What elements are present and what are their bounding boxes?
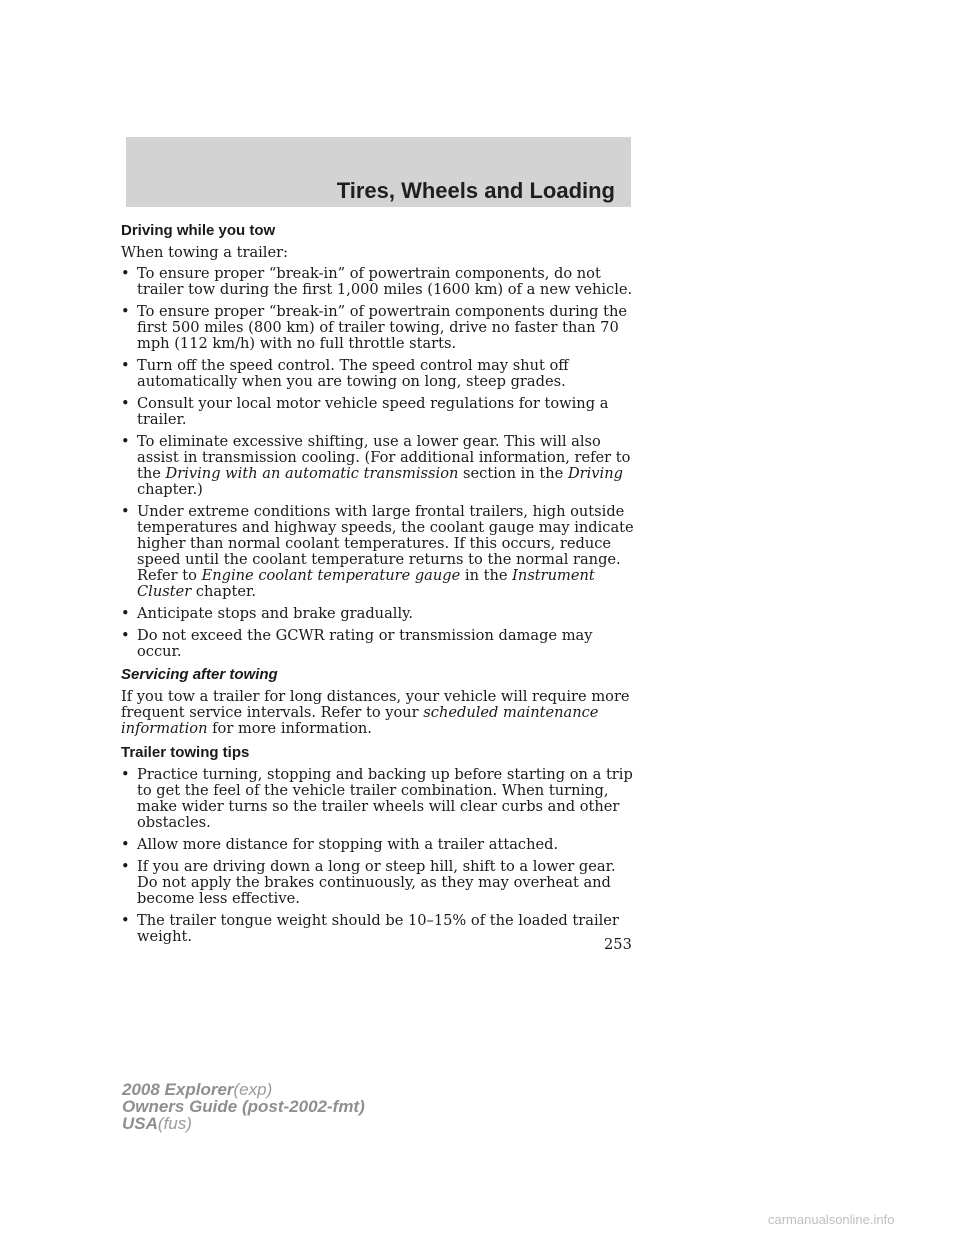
list-item-text: section in the [458,465,568,482]
list-item: • Consult your local motor vehicle speed regulations for towing a trailer. [121,396,636,428]
intro-text: When towing a trailer: [121,244,289,261]
heading-trailer-towing-tips: Trailer towing tips [121,744,250,761]
heading-servicing-after-towing: Servicing after towing [121,666,278,683]
list-item: • Turn off the speed control. The speed control may shut off automatically when you are towing on long, steep grades. [121,358,636,390]
chapter-title: Tires, Wheels and Loading [336,178,615,203]
chapter-header-band [126,137,631,207]
document-footer [122,1081,365,1132]
list-item: • Do not exceed the GCWR rating or transmission damage may occur. [121,628,636,660]
list-item-text: in the [460,567,513,584]
footer-guide: Owners Guide (post-2002-fmt) [122,1097,365,1116]
paragraph-text: If you tow a trailer for long distances, your vehicle will require more frequent service intervals. Refer to your [121,688,630,721]
list-item: • If you are driving down a long or steep hill, shift to a lower gear. Do not apply the brakes continuously, as they may overheat and become less effective. [121,859,636,907]
list-item [121,504,636,600]
cross-reference: scheduled maintenance information [121,704,599,737]
page-content [121,222,636,951]
page-number: 253 [604,936,632,953]
list-item: • To ensure proper “break-in” of powertrain components, do not trailer tow during the first 1,000 miles (1600 km) of a new vehicle. [121,266,636,298]
list-item-text: Under extreme conditions with large frontal trailers, high outside temperatures and highway speeds, the coolant gauge may indicate higher than normal coolant temperatures. If this occurs, reduce speed until the coolant temperature returns to the normal range. Refer to [137,503,634,584]
watermark: carmanualsonline.info [768,1212,895,1227]
cross-reference: Instrument Cluster [137,567,595,600]
cross-reference: Driving [567,465,623,482]
list-item [121,434,636,498]
tips-bullet-list [121,767,636,945]
list-item: • Practice turning, stopping and backing up before starting on a trip to get the feel of the vehicle trailer combination. When turning, make wider turns so the trailer wheels will clear curbs and other obstacles. [121,767,636,831]
footer-region-code: (fus) [157,1114,192,1133]
footer-region: USA [122,1114,158,1133]
list-item-text: chapter.) [137,481,203,498]
list-item: • To ensure proper “break-in” of powertrain components during the first 500 miles (800 km) of trailer towing, drive no faster than 70 mph (112 km/h) with no full throttle starts. [121,304,636,352]
list-item-text: To eliminate excessive shifting, use a lower gear. This will also assist in transmission cooling. (For additional information, refer to the [137,433,631,482]
list-item: • The trailer tongue weight should be 10–15% of the loaded trailer weight. [121,913,636,945]
paragraph-text: for more information. [207,720,372,737]
footer-line-model [122,1081,365,1098]
footer-line-guide [122,1098,365,1115]
list-item-text: chapter. [191,583,256,600]
servicing-paragraph [121,689,636,737]
cross-reference: Driving with an automatic transmission [165,465,459,482]
heading-driving-while-you-tow: Driving while you tow [121,222,276,239]
footer-line-region [122,1115,365,1132]
list-item: • Anticipate stops and brake gradually. [121,606,636,622]
footer-model: 2008 Explorer [122,1080,234,1099]
footer-model-code: (exp) [233,1080,273,1099]
cross-reference: Engine coolant temperature gauge [201,567,461,584]
list-item: • Allow more distance for stopping with a trailer attached. [121,837,636,853]
towing-bullet-list [121,266,636,660]
